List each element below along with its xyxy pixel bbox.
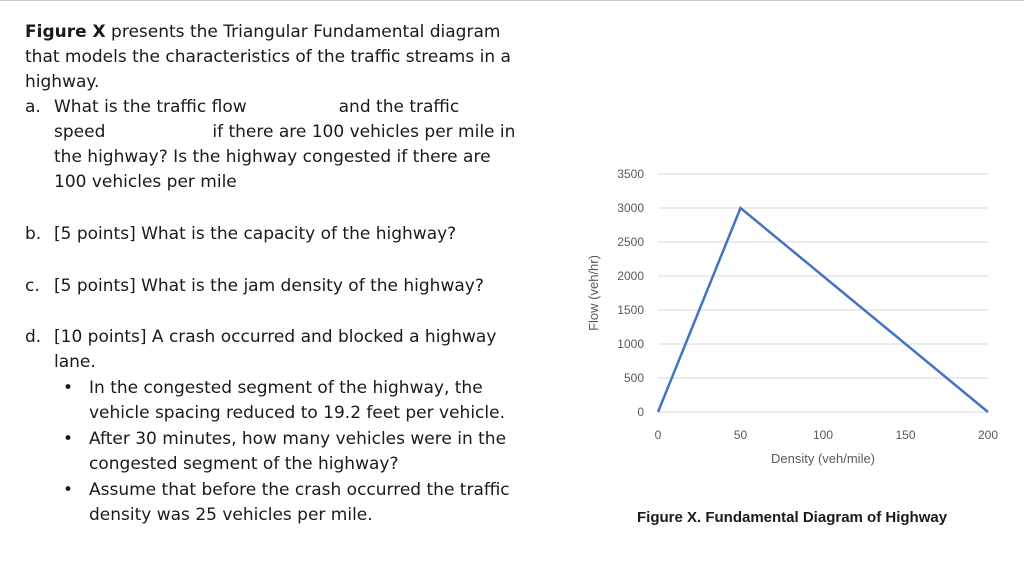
x-tick-label: 50	[733, 428, 748, 442]
y-tick-label: 500	[623, 371, 644, 385]
y-tick-label: 1500	[617, 303, 644, 317]
bullet-text: After 30 minutes, how many vehicles were in the congested segment of the highway?	[89, 429, 507, 474]
fundamental-diagram-chart	[570, 155, 1020, 485]
bullet-text: Assume that before the crash occurred the traffic density was 25 vehicles per mile.	[89, 480, 510, 525]
question-a-label: a.	[25, 97, 41, 117]
question-a-text-1: What is the traffic flow	[54, 97, 247, 117]
y-tick-label: 3000	[617, 201, 644, 215]
problem-text	[25, 20, 525, 528]
y-tick-label: 3500	[617, 167, 644, 181]
bullet-icon: •	[63, 378, 74, 398]
y-tick-label: 0	[637, 405, 644, 419]
figure-caption: Figure X. Fundamental Diagram of Highway	[637, 509, 948, 526]
figure-reference: Figure X	[25, 22, 106, 42]
bullet-item	[54, 478, 525, 528]
question-a-text-4: if there are 100 vehicles per mile in the highway? Is the highway congested if there are 100 vehicles per mile	[54, 122, 516, 192]
question-b-text: [5 points] What is the capacity of the highway?	[54, 224, 457, 244]
redacted-blank	[105, 126, 212, 138]
bullet-icon: •	[63, 480, 74, 500]
question-a	[25, 95, 525, 195]
question-d-text: [10 points] A crash occurred and blocked a highway lane.	[54, 327, 497, 372]
question-d	[25, 325, 525, 375]
x-tick-label: 100	[812, 428, 834, 442]
y-tick-label: 1000	[617, 337, 644, 351]
y-axis-label: Flow (veh/hr)	[586, 255, 601, 331]
intro-paragraph	[25, 20, 525, 95]
question-c	[25, 274, 525, 299]
question-a-text-3: speed	[54, 122, 106, 142]
y-tick-label: 2500	[617, 235, 644, 249]
chart-svg	[570, 155, 1020, 485]
intro-text: presents the Triangular Fundamental diagram that models the characteristics of the traffic streams in a highway.	[25, 22, 511, 92]
question-d-label: d.	[25, 327, 42, 347]
bullet-text: In the congested segment of the highway, the vehicle spacing reduced to 19.2 feet per vehicle.	[89, 378, 505, 423]
x-tick-label: 150	[895, 428, 916, 442]
bullet-item	[54, 427, 525, 477]
question-b	[25, 222, 525, 247]
redacted-blank	[247, 101, 339, 113]
question-c-label: c.	[25, 276, 40, 296]
question-b-label: b.	[25, 224, 42, 244]
question-d-bullets	[25, 376, 525, 528]
x-tick-label: 0	[654, 428, 662, 442]
bullet-icon: •	[63, 429, 74, 449]
top-divider	[0, 0, 1024, 1]
question-c-text: [5 points] What is the jam density of the highway?	[54, 276, 484, 296]
x-axis-label: Density (veh/mile)	[770, 451, 876, 466]
y-tick-label: 2000	[617, 269, 644, 283]
question-a-text-2: and the traffic	[338, 97, 460, 117]
bullet-item	[54, 376, 525, 426]
x-tick-label: 200	[977, 428, 999, 442]
